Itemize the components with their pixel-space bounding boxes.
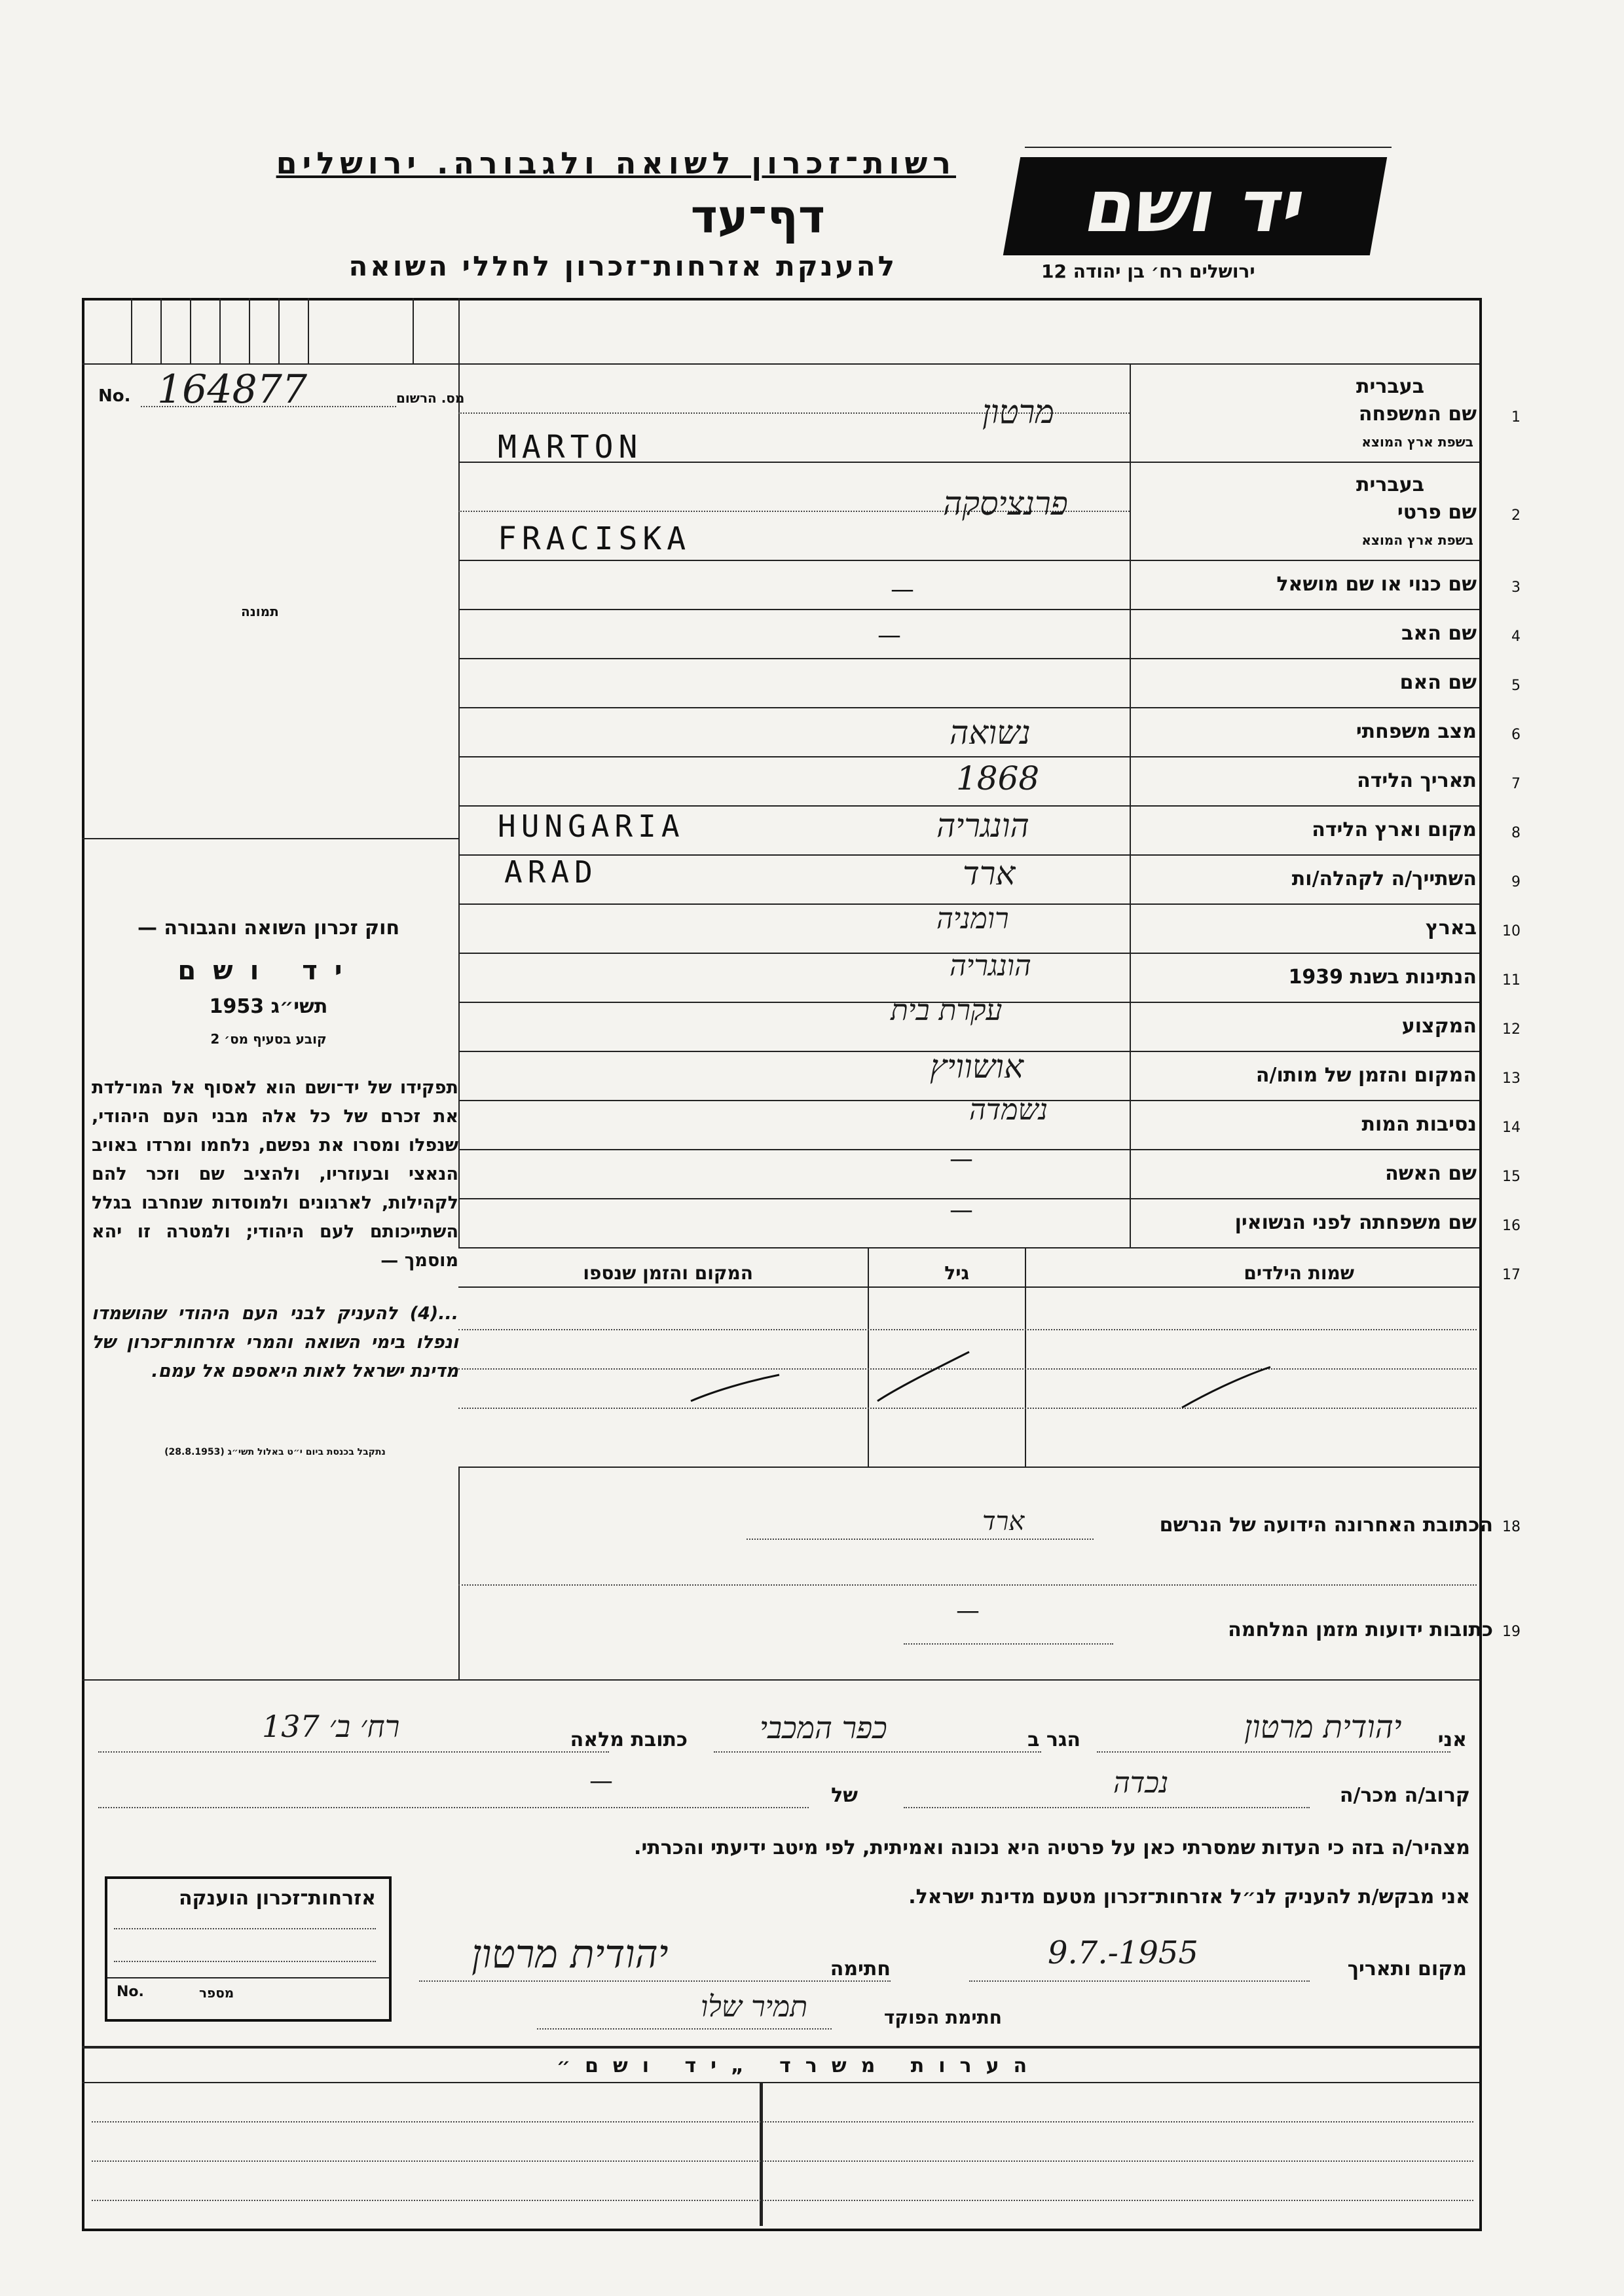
reg-dotted-line (141, 406, 396, 407)
field-label: המקום והזמן של מותו/ה (1255, 1064, 1477, 1087)
decl-relative-label: קרוב/ה מכר/ה (1339, 1784, 1470, 1807)
last-address-value: ארד (982, 1506, 1025, 1537)
strip-cell-divider (308, 298, 309, 363)
top-strip-rule (82, 363, 1479, 365)
field-label: הנתינות בשנת 1939 (1288, 966, 1477, 989)
row-number-19: 19 (1502, 1624, 1521, 1640)
address-line (98, 1751, 609, 1753)
row-number: 2 (1511, 507, 1521, 524)
row-number: 11 (1502, 972, 1521, 989)
logo-address: ירושלים רח׳ בן יהודה 12 (1041, 261, 1255, 282)
declarant-signature: יהודית מרטון (471, 1931, 669, 1977)
field-label: שם משפחתה לפני הנשואין (1234, 1211, 1477, 1234)
birth-date-value: 1868 (956, 759, 1040, 797)
row-number: 16 (1502, 1218, 1521, 1234)
native-sublabel: בשפת ארץ המוצא (1361, 532, 1473, 548)
field-label: בארץ (1425, 917, 1477, 939)
declaration-top-rule (82, 1679, 1479, 1681)
field-label: שם האשה (1385, 1162, 1477, 1185)
children-names-dash-mark (1179, 1362, 1277, 1414)
row-number: 7 (1511, 776, 1521, 792)
birth-place-value: הונגריה (936, 807, 1029, 845)
row-number-17: 17 (1502, 1267, 1521, 1283)
remarks-title: הערות משרד „יד ושם״ (556, 2054, 1042, 2077)
stamp-line (114, 1928, 376, 1929)
hebrew-sublabel: בעברית (1356, 375, 1424, 398)
profession-value: עקרת בית (891, 994, 1003, 1027)
of-value: — (589, 1768, 613, 1795)
reg-label: מס. הרשום (396, 390, 465, 406)
photo-box-bottom (82, 838, 460, 839)
law-year: תשי״ג 1953 (209, 995, 328, 1018)
row-number: 3 (1511, 579, 1521, 596)
nickname-value: — (891, 576, 914, 603)
row-number: 13 (1502, 1070, 1521, 1087)
row-number-18: 18 (1502, 1519, 1521, 1535)
organization-name: רשות־זכרון לשואה ולגבורה. ירושלים (276, 145, 956, 181)
field-label: שם האם (1399, 671, 1477, 694)
field-label: מצב משפחתי (1356, 720, 1477, 743)
signature-line (419, 1980, 891, 1982)
law-clause4: ...(4) להעניק לבני העם היהודי שהושמדו ונפלו בימי השואה והמרי אזרחות־זכרון של מדינת ישראל לאות היאספם אל עמם. (92, 1303, 458, 1381)
children-age-dash-mark (871, 1349, 976, 1408)
remarks-line (92, 2200, 1473, 2201)
place-date-label: מקום ותאריך (1347, 1958, 1467, 1980)
stamp-line (114, 1961, 376, 1962)
strip-cell-divider (219, 298, 221, 363)
native-sublabel: בשפת ארץ המוצא (1361, 434, 1473, 450)
war-address-value: — (956, 1597, 980, 1624)
city-line (714, 1751, 1041, 1753)
decl-resides: הגר ב (1027, 1728, 1080, 1751)
law-name: יד ושם (177, 956, 360, 986)
law-body: תפקידו של יד־ושם הוא לאסוף אל המו־לדת את זכרם של כל אלה מבני העם היהודי, שנפלו ומסרו את נפשם, נלחמו ומרדו באויב הנאצי ובעוזריו, ולהציב שם וזכר להם לקהילות, לארגונים ולמוסדות שנחרבו בגלל השתייכותם לעם היהודי; ולמטרה זו יהא מוסמך — (92, 1078, 458, 1271)
decl-full-address-label: כתובת מלאה (570, 1728, 688, 1751)
row-number: 12 (1502, 1021, 1521, 1038)
citizenship-stamp-box (105, 1876, 392, 2022)
photo-label: תמונה (241, 604, 279, 619)
remarks-center-divider (760, 2082, 763, 2226)
stamp-no-label: No. (117, 1984, 144, 2000)
reg-no-label: No. (98, 386, 131, 406)
family-status-value: נשואה (950, 714, 1031, 752)
children-row-line (458, 1408, 1477, 1409)
decl-ani: אני (1437, 1728, 1467, 1751)
row-number: 15 (1502, 1169, 1521, 1185)
decl-of-label: של (831, 1784, 858, 1807)
declarant-city: כפר המכבי (760, 1710, 887, 1745)
strip-cell-divider (278, 298, 280, 363)
field-label: שם המשפחה (1358, 403, 1477, 426)
stamp-title: אזרחות־זכרון הוענקה (178, 1887, 376, 1910)
nationality-value: הונגריה (950, 949, 1031, 983)
stamp-number-label: מספר (199, 1985, 234, 2001)
community-value: ארד (963, 854, 1016, 892)
decl-statement-2: אני מבקש/ת להעניק לנ״ל אזרחות־זכרון מטעם מדינת ישראל. (908, 1886, 1470, 1908)
law-footnote: נתקבל בכנסת ביום י״ט באלול תשי״ג (28.8.1953) (164, 1447, 386, 1457)
family-name-native: MARTON (498, 429, 643, 465)
strip-cell-divider (249, 298, 250, 363)
children-top-rule (458, 1247, 1479, 1248)
address-extra-line (458, 1584, 1477, 1586)
first-name-native: FRACISKA (498, 520, 692, 557)
declarant-line (1097, 1751, 1450, 1753)
left-column-divider-lower (458, 1467, 460, 1679)
law-clause: קובע בסעיף מס׳ 2 (210, 1031, 327, 1047)
row-number: 8 (1511, 825, 1521, 841)
decl-statement-1: מצהיר/ה בזה כי העדות שמסרתי כאן על פרטיה היא נכונה ואמיתית, לפי מיטב ידיעתי והכרתי. (634, 1836, 1470, 1859)
document-title: דף־עד (690, 190, 825, 244)
officer-signature-label: חתימת הפוקד (883, 2007, 1002, 2028)
war-address-line (904, 1643, 1113, 1645)
stamp-rule (107, 1977, 389, 1978)
field-row-rule (458, 707, 1479, 708)
children-header-rule (458, 1286, 1479, 1288)
children-bottom-rule (458, 1467, 1479, 1468)
logo-rule (1025, 147, 1392, 148)
community-latin: ARAD (504, 854, 598, 890)
father-name-value: — (877, 622, 901, 649)
row-number: 5 (1511, 678, 1521, 694)
hebrew-sublabel: בעברית (1356, 473, 1424, 496)
field-row-rule (458, 560, 1479, 561)
law-title: חוק זכרון השואה והגבורה — (137, 917, 400, 939)
death-circumstances-value: נשמדה (969, 1093, 1048, 1127)
children-col-divider (1025, 1247, 1026, 1467)
family-name-hebrew: מרטון (982, 393, 1054, 431)
signature-label: חתימה (830, 1958, 891, 1980)
registration-number: 164877 (157, 367, 308, 412)
field-row-rule (458, 756, 1479, 757)
field-label: המקצוע (1401, 1015, 1477, 1038)
remarks-header-rule (82, 2082, 1479, 2083)
strip-cell-divider (160, 298, 162, 363)
children-names-header: שמות הילדים (1244, 1262, 1354, 1284)
strip-cell-divider (458, 298, 460, 363)
officer-signature: תמיר שלו (701, 1990, 808, 2024)
field-label: תאריך הלידה (1357, 769, 1477, 792)
place-date-value: 9.7.-1955 (1048, 1935, 1198, 1971)
row-number: 9 (1511, 874, 1521, 890)
row-number: 6 (1511, 727, 1521, 743)
logo-text: יד ושם (1079, 164, 1312, 248)
strip-cell-divider (413, 298, 414, 363)
field-label: מקום וארץ הלידה (1312, 818, 1477, 841)
country-value: רומניה (936, 902, 1009, 936)
row-number: 1 (1511, 409, 1521, 426)
maiden-name-value: — (950, 1197, 973, 1224)
row-number: 14 (1502, 1120, 1521, 1136)
field-label: שם כנוי או שם מושאל (1276, 573, 1477, 596)
children-row-line (458, 1329, 1477, 1330)
yad-vashem-logo (1003, 157, 1387, 255)
remarks-line (92, 2160, 1473, 2162)
date-line (969, 1980, 1310, 1982)
row-number: 10 (1502, 923, 1521, 939)
children-col-divider (868, 1247, 869, 1467)
document-subtitle: להענקת אזרחות־זכרון לחללי השואה (348, 250, 897, 282)
row-number: 4 (1511, 629, 1521, 645)
wife-name-value: — (950, 1146, 973, 1173)
birth-place-latin: HUNGARIA (498, 809, 685, 844)
children-place-dash-mark (688, 1368, 786, 1408)
field-row-rule (458, 658, 1479, 659)
relation-line (904, 1807, 1310, 1808)
children-age-header: גיל (944, 1262, 969, 1284)
relation-value: נכדה (1113, 1766, 1169, 1800)
death-place-value: אושוויץ (930, 1048, 1024, 1085)
field-label: שם פרטי (1397, 501, 1477, 524)
last-address-line (747, 1539, 1094, 1540)
declarant-name: יהודית מרטון (1244, 1709, 1402, 1745)
field-row-rule (458, 609, 1479, 610)
strip-cell-divider (190, 298, 191, 363)
first-name-hebrew: פרנציסקה (943, 484, 1068, 522)
officer-line (537, 2028, 832, 2030)
of-line (98, 1807, 809, 1808)
remarks-line (92, 2121, 1473, 2123)
declarant-address: רח׳ ב׳ 137 (262, 1709, 400, 1744)
strip-cell-divider (131, 298, 132, 363)
war-address-label: כתובות ידועות מזמן המלחמה (1228, 1618, 1493, 1641)
remarks-top-rule (82, 2046, 1479, 2049)
last-address-label: הכתובת האחרונה הידועה של הנרשם (1159, 1514, 1493, 1537)
field-label: נסיבות המות (1361, 1113, 1477, 1136)
field-label: השתייך/ה לקהלה/ות (1291, 867, 1477, 890)
children-place-header: המקום והזמן שנספו (583, 1262, 753, 1284)
field-label: שם האב (1401, 622, 1477, 645)
